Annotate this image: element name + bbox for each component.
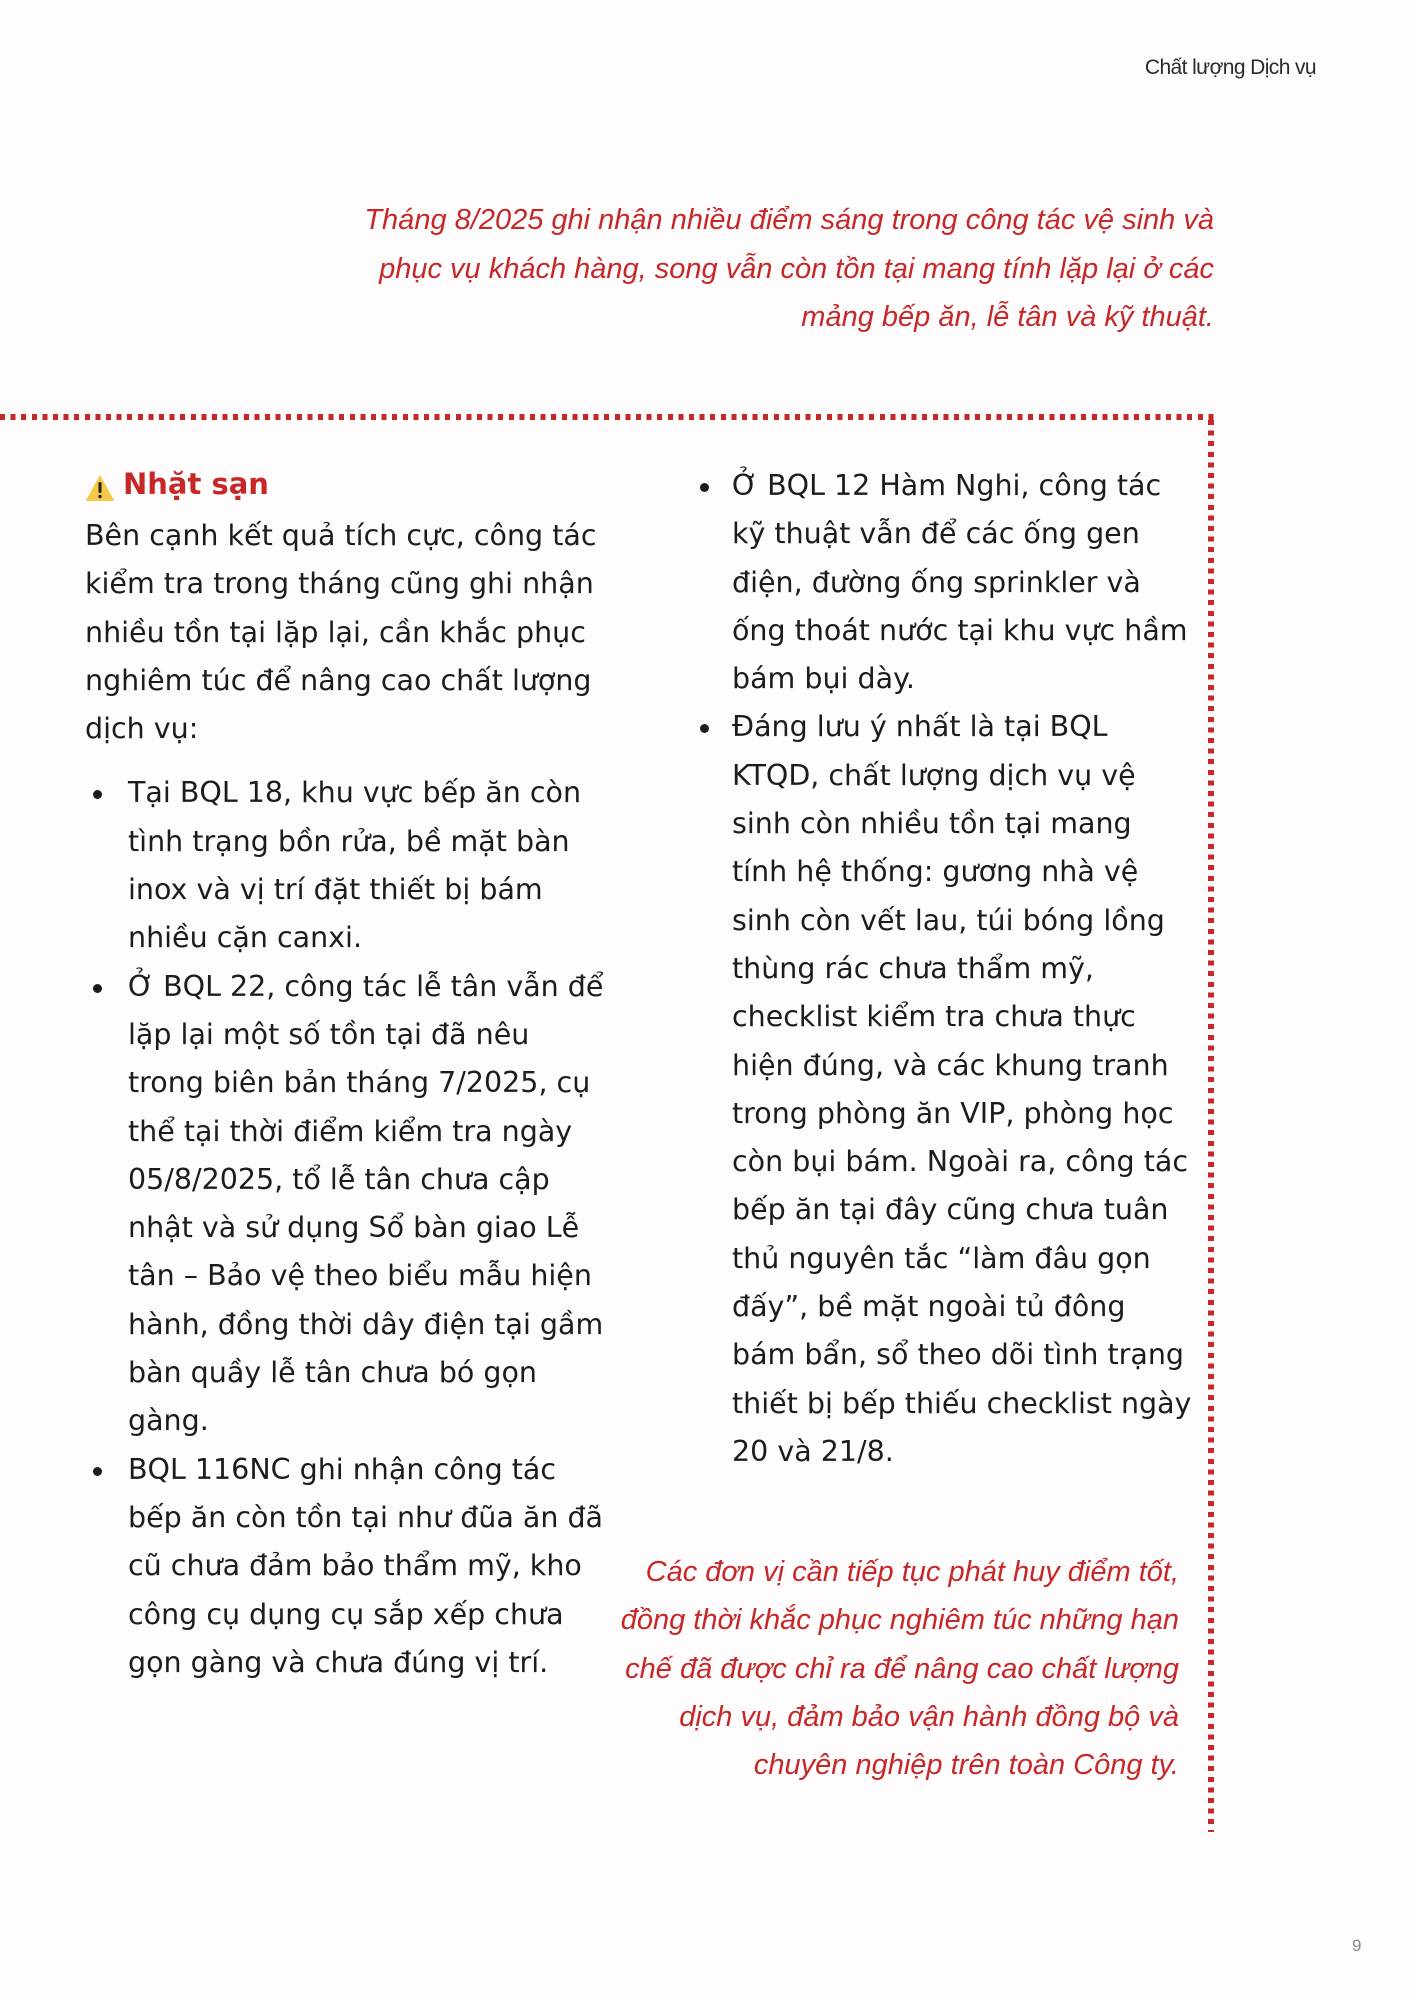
- dotted-frame-right: [1208, 420, 1214, 1832]
- warning-icon: [85, 470, 115, 498]
- list-item: Ở BQL 22, công tác lễ tân vẫn để lặp lại một số tồn tại đã nêu trong biên bản tháng 7/2025, cụ thể tại thời điểm kiểm tra ngày 05/8/2025, tổ lễ tân chưa cập nhật và sử dụng Sổ bàn giao Lễ tân – Bảo vệ theo biểu mẫu hiện hành, đồng thời dây điện tại gầm bàn quầy lễ tân chưa bó gọn gàng.: [85, 963, 605, 1446]
- running-header: Chất lượng Dịch vụ: [1144, 56, 1316, 79]
- closing-note: Các đơn vị cần tiếp tục phát huy điểm tốt, đồng thời khắc phục nghiêm túc những hạn chế đã được chỉ ra để nâng cao chất lượng dịch vụ, đảm bảo vận hành đồng bộ và chuyên nghiệp trên toàn Công ty.: [620, 1556, 1179, 1782]
- left-column: [85, 462, 605, 1687]
- section-heading: [85, 462, 605, 506]
- section-lead: Bên cạnh kết quả tích cực, công tác kiểm tra trong tháng cũng ghi nhận nhiều tồn tại lặp lại, cần khắc phục nghiêm túc để nâng cao chất lượng dịch vụ:: [85, 519, 597, 746]
- section-title: Nhặt sạn: [123, 467, 269, 501]
- list-item: Tại BQL 18, khu vực bếp ăn còn tình trạng bồn rửa, bề mặt bàn inox và vị trí đặt thiết bị bám nhiều cặn canxi.: [85, 769, 605, 962]
- list-item: Ở BQL 12 Hàm Nghi, công tác kỹ thuật vẫn để các ống gen điện, đường ống sprinkler và ống thoát nước tại khu vực hầm bám bụi dày.: [702, 462, 1195, 703]
- list-item: Đáng lưu ý nhất là tại BQL KTQD, chất lượng dịch vụ vệ sinh còn nhiều tồn tại mang tính hệ thống: gương nhà vệ sinh còn vết lau, túi bóng lồng thùng rác chưa thẩm mỹ, checklist kiểm tra chưa thực hiện đúng, và các khung tranh trong phòng ăn VIP, phòng học còn bụi bám. Ngoài ra, công tác bếp ăn tại đây cũng chưa tuân thủ nguyên tắc “làm đâu gọn đấy”, bề mặt ngoài tủ đông bám bẩn, sổ theo dõi tình trạng thiết bị bếp thiếu checklist ngày 20 và 21/8.: [702, 703, 1195, 1476]
- right-bullet-list: [705, 462, 1195, 1476]
- left-bullet-list: [85, 769, 605, 1687]
- page-number: 9: [1352, 1936, 1362, 1955]
- list-item: BQL 116NC ghi nhận công tác bếp ăn còn tồn tại như đũa ăn đã cũ chưa đảm bảo thẩm mỹ, kho công cụ dụng cụ sắp xếp chưa gọn gàng và chưa đúng vị trí.: [85, 1446, 605, 1687]
- right-column: [705, 462, 1195, 1476]
- dotted-frame-top: [0, 414, 1214, 420]
- intro-summary: Tháng 8/2025 ghi nhận nhiều điểm sáng trong công tác vệ sinh và phục vụ khách hàng, song vẫn còn tồn tại mang tính lặp lại ở các mảng bếp ăn, lễ tân và kỹ thuật.: [364, 204, 1214, 333]
